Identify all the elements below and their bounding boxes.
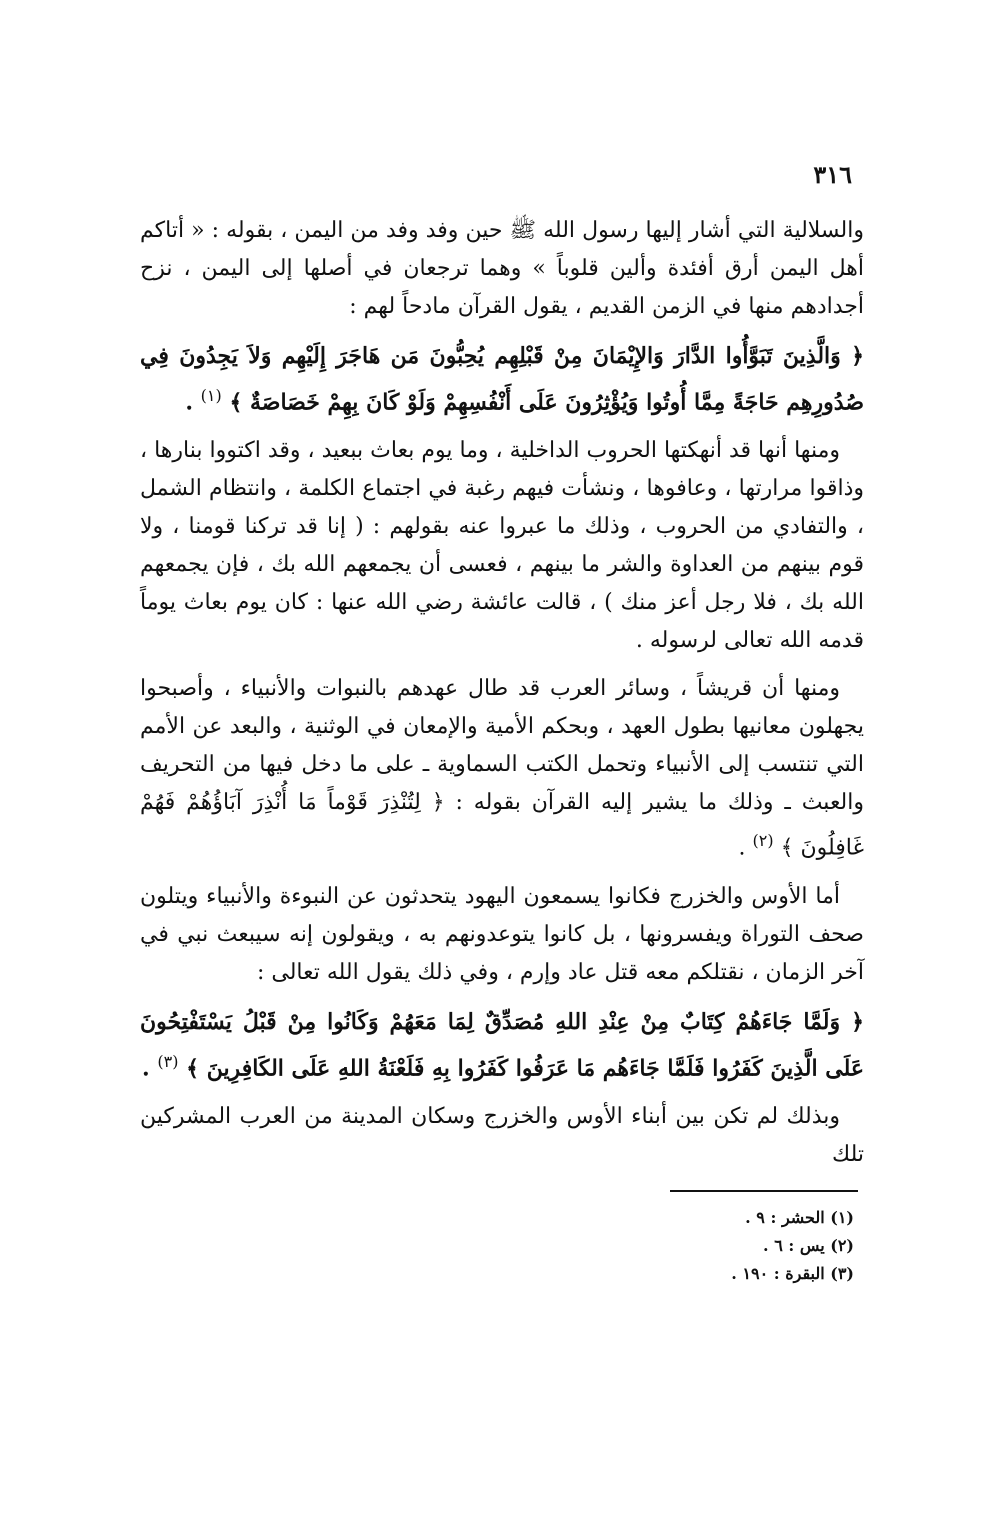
footnote-3: (٣) البقرة : ١٩٠ . — [731, 1264, 854, 1283]
quran-verse-1-text: ﴿ وَالَّذِينَ تَبَوَّأُوا الدَّارَ وَالإِيْمَانَ مِنْ قَبْلِهِم يُحِبُّونَ مَن هَاجَرَ إِلَيْهِم وَلاَ يَجِدُونَ فِي صُدُورِهِم حَاجَةً مِمَّا أُوتُوا وَيُؤْثِرُونَ عَلَى أَنْفُسِهِمْ وَلَوْ كَانَ بِهِمْ خَصَاصَةٌ ﴾ — [140, 343, 864, 416]
body-text — [140, 212, 864, 1184]
paragraph-2: ومنها أنها قد أنهكتها الحروب الداخلية ، وما يوم بعاث ببعيد ، وقد اكتووا بنارها ، وذاقوا مرارتها ، وعافوها ، ونشأت فيهم رغبة في اجتماع الكلمة ، وانتظام الشمل ، والتفادي من الحروب ، وذلك ما عبروا عنه بقولهم : ( إنا قد تركنا قومنا ، ولا قوم بينهم من العداوة والشر ما بينهم ، فعسى أن يجمعهم الله بك ، فإن يجمعهم الله بك ، فلا رجل أعز منك ) ، قالت عائشة رضي الله عنها : كان يوم بعاث يوماً قدمه الله تعالى لرسوله . — [140, 438, 864, 654]
footnote-2: (٢) يس : ٦ . — [763, 1236, 854, 1255]
paragraph-3 — [140, 670, 864, 867]
footnote-divider — [670, 1190, 858, 1192]
footnote-ref-1: (١) — [200, 386, 222, 405]
quran-verse-2-tail: . — [142, 1054, 158, 1081]
footnote-ref-3: (٣) — [157, 1051, 179, 1071]
quran-verse-2-text: ﴿ وَلَمَّا جَاءَهُمْ كِتَابٌ مِنْ عِنْدِ اللهِ مُصَدِّقٌ لِمَا مَعَهُمْ وَكَانُوا مِنْ قَبْلُ يَسْتَفْتِحُونَ عَلَى الَّذِينَ كَفَرُوا فَلَمَّا جَاءَهُم مَا عَرَفُوا كَفَرُوا بِهِ فَلَعْنَةُ اللهِ عَلَى الكَافِرِينَ ﴾ — [140, 1008, 864, 1081]
quran-verse-2 — [140, 1002, 864, 1088]
paragraph-1: والسلالية التي أشار إليها رسول الله ﷺ حين وفد وفد من اليمن ، بقوله : « أتاكم أهل اليمن أرق أفئدة وألين قلوباً » وهما ترجعان في أصلها إلى اليمن ، نزح أجدادهم منها في الزمن القديم ، يقول القرآن مادحاً لهم : — [140, 218, 864, 319]
paragraph-4: أما الأوس والخزرج فكانوا يسمعون اليهود يتحدثون عن النبوءة والأنبياء ويتلون صحف التوراة ويفسرونها ، بل كانوا يتوعدونهم به ، ويقولون إنه سيبعث نبي في آخر الزمان ، نقتلكم معه قتل عاد وإرم ، وفي ذلك يقول الله تعالى : — [140, 883, 864, 985]
paragraph-5: وبذلك لم تكن بين أبناء الأوس والخزرج وسكان المدينة من العرب المشركين تلك — [140, 1103, 864, 1167]
paragraph-3-tail: . — [738, 835, 753, 861]
footnotes — [454, 1204, 854, 1288]
footnote-1: (١) الحشر : ٩ . — [745, 1208, 854, 1227]
paragraph-3-text: ومنها أن قريشاً ، وسائر العرب قد طال عهدهم بالنبوات والأنبياء ، وأصبحوا يجهلون معانيها بطول العهد ، وبحكم الأمية والإمعان في الوثنية ، والبعد عن الأمم التي تنتسب إلى الأنبياء وتحمل الكتب السماوية ـ على ما دخل فيها من التحريف والعبث ـ وذلك ما يشير إليه القرآن بقوله : ﴿ لِتُنْذِرَ قَوْماً مَا أُنْذِرَ آبَاؤُهُمْ فَهُمْ غَافِلُونَ ﴾ — [140, 676, 864, 861]
quran-verse-1-tail: . — [185, 389, 201, 416]
quran-verse-1 — [140, 336, 864, 422]
page-number: ٣١٦ — [813, 160, 852, 189]
footnote-ref-2: (٢) — [752, 831, 774, 851]
